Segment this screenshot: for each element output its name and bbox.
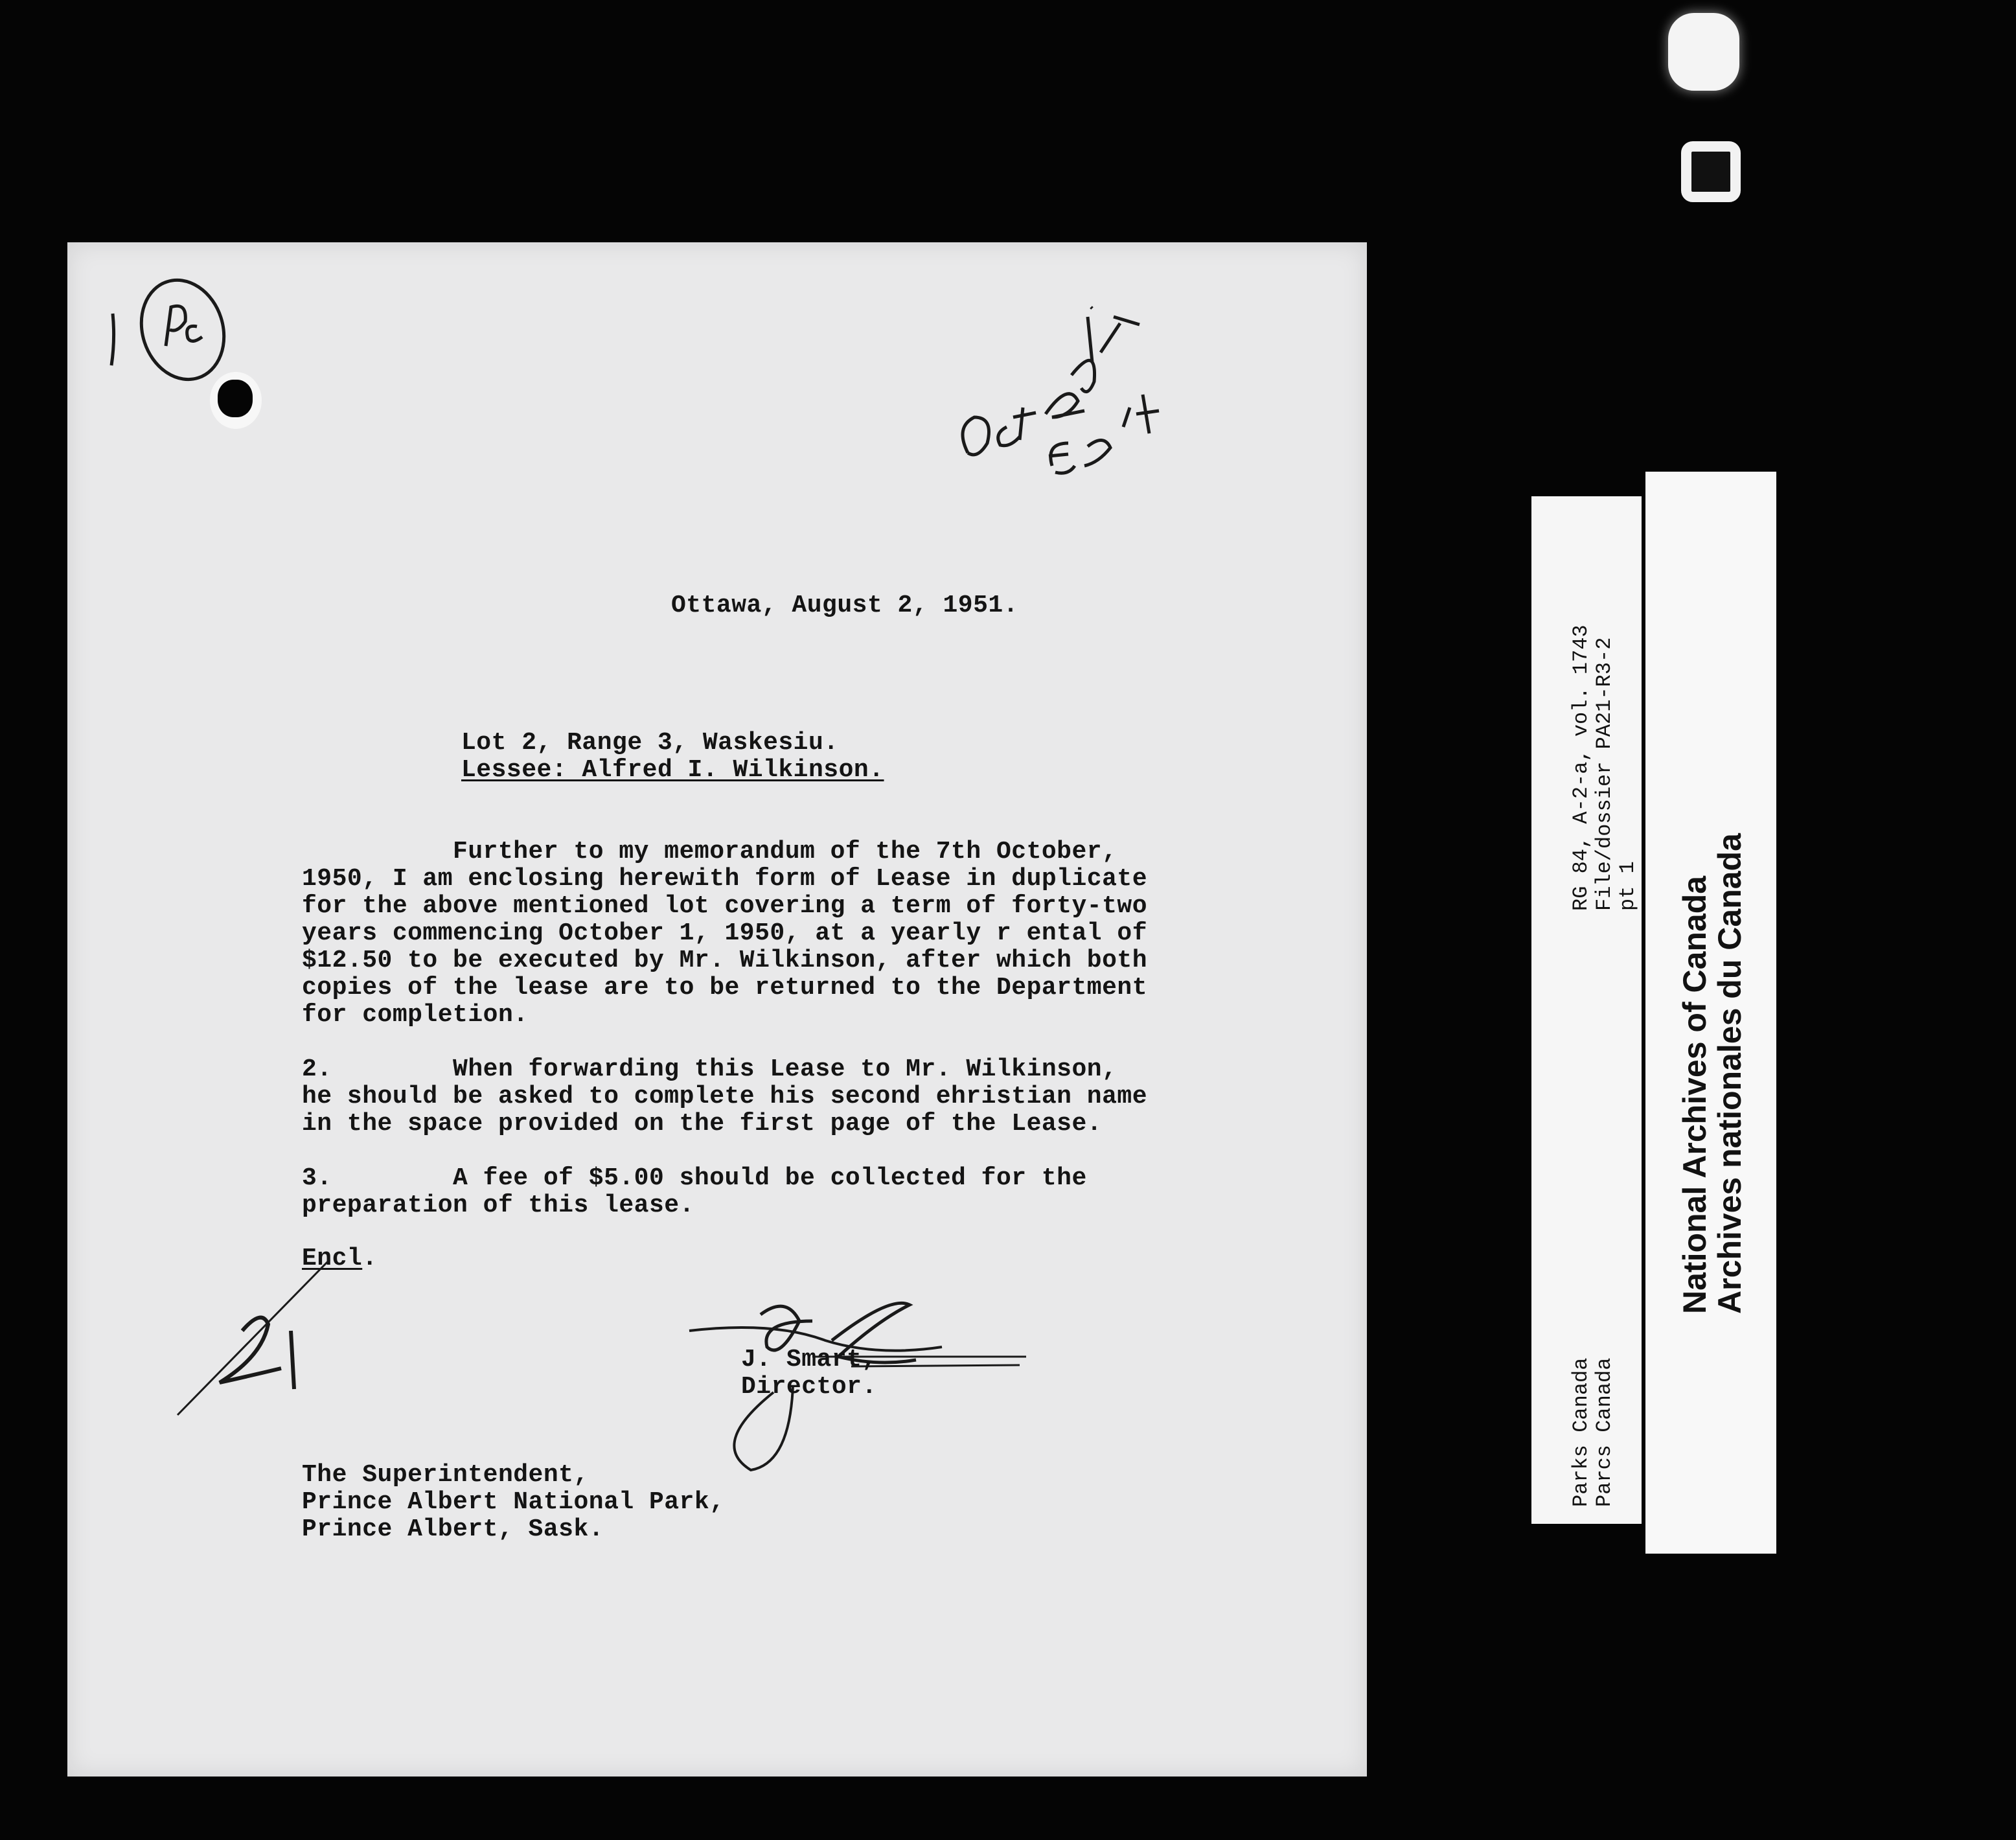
paragraph-line: 3. A fee of $5.00 should be collected for the xyxy=(302,1164,1087,1192)
reference-line: pt 1 xyxy=(1616,861,1640,911)
subject-line-lot: Lot 2, Range 3, Waskesiu. xyxy=(461,729,839,757)
catalog-reference-label xyxy=(1531,496,1642,1524)
paragraph-line: preparation of this lease. xyxy=(302,1191,694,1219)
letter-page xyxy=(67,242,1367,1777)
enclosure-period: . xyxy=(362,1245,378,1272)
reference-line: File/dossier PA21-R3-2 xyxy=(1592,637,1616,911)
archives-label xyxy=(1645,472,1776,1554)
paragraph-line: for completion. xyxy=(302,1001,529,1029)
signer-name: J. Smart, xyxy=(741,1346,877,1374)
signer-title: Director. xyxy=(741,1373,877,1401)
archives-name-en: National Archives of Canada xyxy=(1677,875,1713,1314)
agency-line: Parks Canada xyxy=(1569,1357,1593,1507)
paragraph-line: 2. When forwarding this Lease to Mr. Wilkinson, xyxy=(302,1055,1117,1083)
paragraph-line: Further to my memorandum of the 7th October, xyxy=(302,838,1117,866)
dateline: Ottawa, August 2, 1951. xyxy=(671,592,1018,619)
archives-name-fr: Archives nationales du Canada xyxy=(1712,833,1748,1314)
paragraph-line: copies of the lease are to be returned to the Department xyxy=(302,974,1148,1002)
circled-initials-handwriting xyxy=(106,268,255,398)
reference-line: RG 84, A-2-a, vol. 1743 xyxy=(1569,625,1593,911)
paragraph-line: for the above mentioned lot covering a term of forty-two xyxy=(302,892,1148,920)
initials-handwriting xyxy=(171,1253,339,1421)
film-sprocket-hole-icon xyxy=(1668,13,1739,91)
paragraph-line: $12.50 to be executed by Mr. Wilkinson, after which both xyxy=(302,947,1148,974)
paragraph-line: 1950, I am enclosing herewith form of Lease in duplicate xyxy=(302,865,1148,893)
film-sprocket-hole-icon xyxy=(1681,141,1741,202)
enclosure-label: Encl xyxy=(302,1245,363,1272)
margin-note-handwriting xyxy=(948,278,1208,492)
paragraph-line: he should be asked to complete his second ehristian name xyxy=(302,1083,1148,1110)
agency-line: Parcs Canada xyxy=(1592,1357,1616,1507)
paragraph-line: in the space provided on the first page of the Lease. xyxy=(302,1110,1103,1138)
addressee-line: The Superintendent, xyxy=(302,1461,589,1489)
addressee-line: Prince Albert, Sask. xyxy=(302,1515,604,1543)
subject-line-lessee: Lessee: Alfred I. Wilkinson. xyxy=(461,756,884,784)
addressee-line: Prince Albert National Park, xyxy=(302,1488,725,1516)
paragraph-line: years commencing October 1, 1950, at a yearly r ental of xyxy=(302,919,1148,947)
